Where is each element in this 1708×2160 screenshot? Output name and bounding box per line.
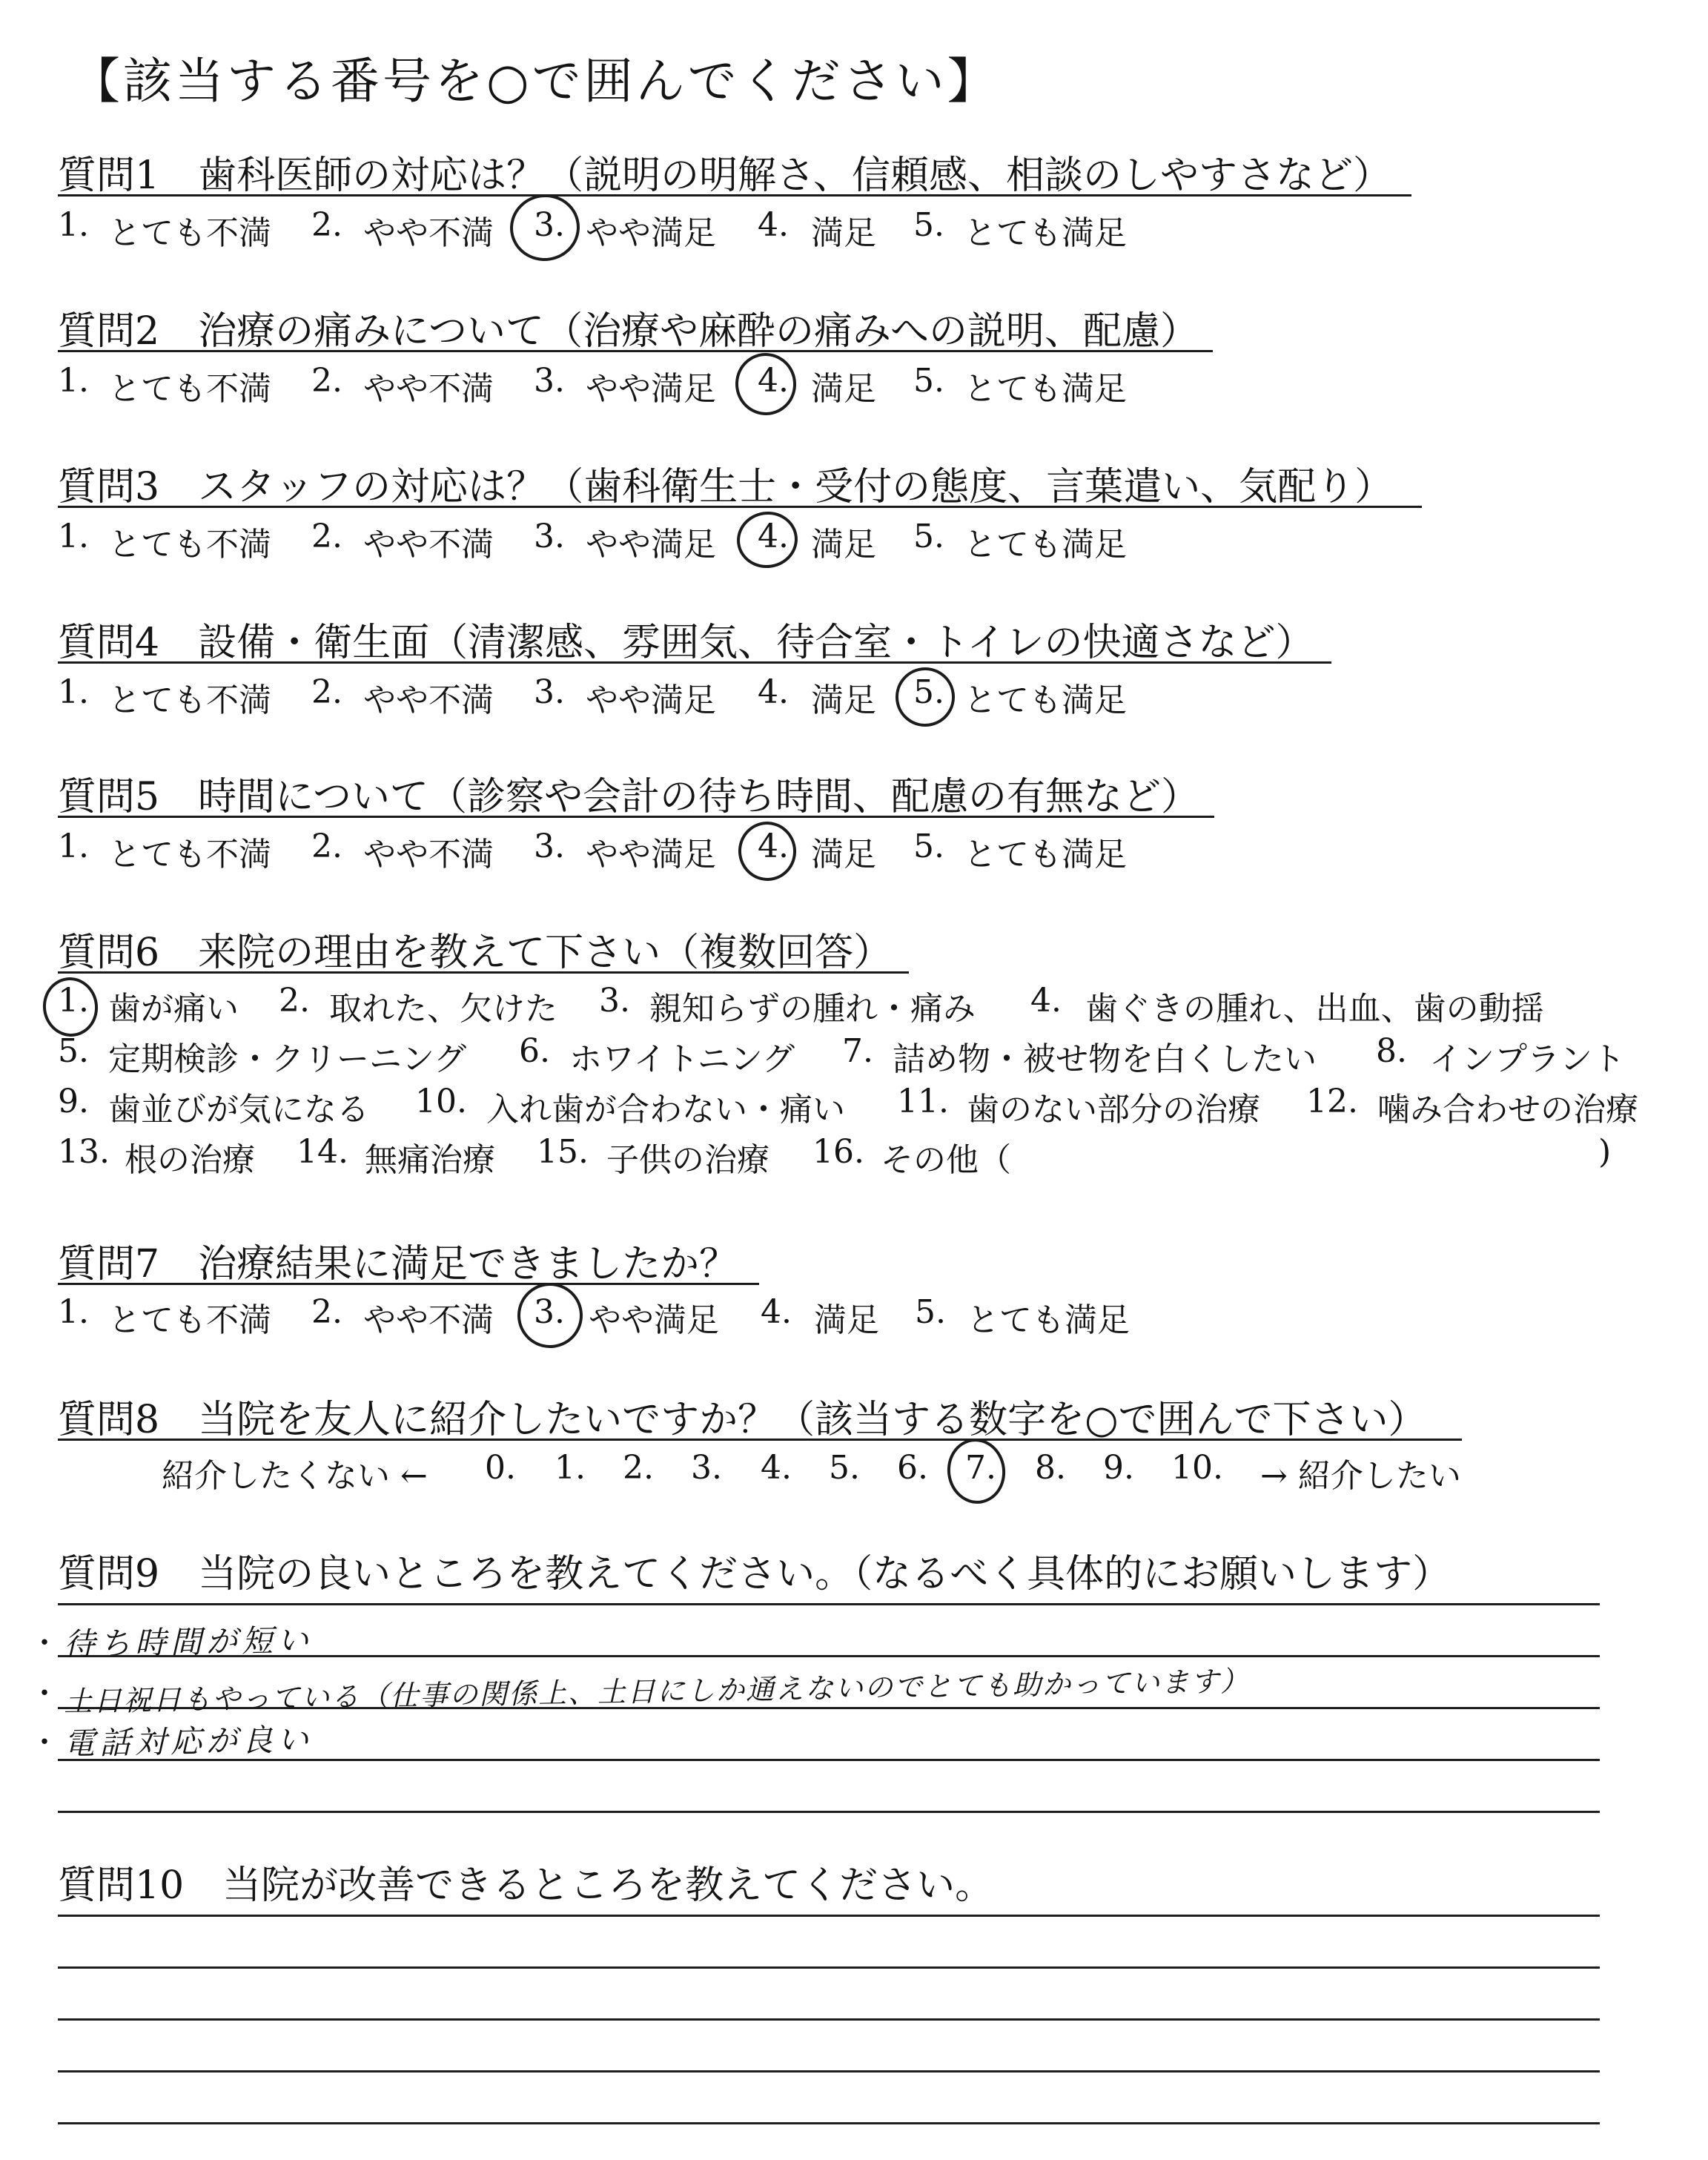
question-6-title: 質問6 来院の理由を教えて下さい（複数回答） xyxy=(58,931,893,975)
answer-bullet: ・ xyxy=(30,1677,59,1711)
q6-option-5-number[interactable]: 5. xyxy=(58,1032,89,1070)
q1-option-1-number[interactable]: 1. xyxy=(58,206,89,244)
q2-option-5-label[interactable]: とても満足 xyxy=(964,370,1127,408)
q6-option-3-label[interactable]: 親知らずの腫れ・痛み xyxy=(649,990,976,1028)
handwritten-answer-1: 待ち時間が短い xyxy=(63,1622,314,1662)
selection-circle xyxy=(513,1278,586,1352)
q3-option-1-label[interactable]: とても不満 xyxy=(108,526,271,564)
q1-option-1-label[interactable]: とても不満 xyxy=(108,214,271,252)
q1-option-2-label[interactable]: やや不満 xyxy=(363,214,494,252)
answer-line xyxy=(58,1603,1600,1605)
answer-line xyxy=(58,2018,1600,2021)
q6-option-3-number[interactable]: 3. xyxy=(599,982,630,1020)
q2-option-4-label[interactable]: 満足 xyxy=(811,370,876,408)
question-1-title: 質問1 歯科医師の対応は？（説明の明解さ、信頼感、相談のしやすさなど） xyxy=(58,153,1392,198)
q6-option-4-number[interactable]: 4. xyxy=(1030,982,1062,1020)
q3-option-4-number[interactable]: 4. xyxy=(758,518,789,555)
q7-option-2-label[interactable]: やや不満 xyxy=(363,1301,494,1339)
q2-option-1-number[interactable]: 1. xyxy=(58,362,89,400)
q4-option-2-label[interactable]: やや不満 xyxy=(363,681,494,719)
question-5-title: 質問5 時間について（診察や会計の待ち時間、配慮の有無など） xyxy=(58,775,1200,819)
question-5-rule xyxy=(58,816,1214,818)
q4-option-3-label[interactable]: やや満足 xyxy=(586,681,716,719)
q3-option-5-number[interactable]: 5. xyxy=(913,518,944,555)
selection-circle xyxy=(943,1435,1009,1507)
q2-option-5-number[interactable]: 5. xyxy=(913,362,944,400)
q4-option-3-number[interactable]: 3. xyxy=(534,673,565,711)
q2-option-4-number[interactable]: 4. xyxy=(758,362,789,400)
q5-option-3-label[interactable]: やや満足 xyxy=(586,836,716,873)
q4-option-2-number[interactable]: 2. xyxy=(311,673,342,711)
question-9-title: 質問9 当院の良いところを教えてください。（なるべく具体的にお願いします） xyxy=(58,1552,1452,1596)
question-3-title: 質問3 スタッフの対応は？（歯科衛生士・受付の態度、言葉遣い、気配り） xyxy=(58,465,1394,509)
q6-option-11-number[interactable]: 11. xyxy=(897,1083,949,1120)
scale-option-4[interactable]: 4. xyxy=(761,1449,792,1487)
q4-option-5-number[interactable]: 5. xyxy=(913,673,944,711)
q1-option-2-number[interactable]: 2. xyxy=(311,206,342,244)
q7-option-1-label[interactable]: とても不満 xyxy=(108,1301,271,1339)
q5-option-4-number[interactable]: 4. xyxy=(758,828,789,865)
q2-option-1-label[interactable]: とても不満 xyxy=(108,370,271,408)
q6-option-8-label[interactable]: インプラント xyxy=(1429,1040,1625,1078)
question-7-title: 質問7 治療結果に満足できましたか？ xyxy=(58,1242,738,1287)
question-8-rule xyxy=(58,1439,1462,1441)
q6-option-16-label[interactable]: その他（ xyxy=(881,1141,1011,1179)
scale-option-3[interactable]: 3. xyxy=(691,1449,722,1487)
q7-option-3-label[interactable]: やや満足 xyxy=(589,1301,719,1339)
question-8-title: 質問8 当院を友人に紹介したいですか？（該当する数字を○で囲んで下さい） xyxy=(58,1398,1427,1442)
scale-option-0[interactable]: 0. xyxy=(485,1449,516,1487)
q6-option-14-number[interactable]: 14. xyxy=(297,1133,348,1171)
scale-option-7[interactable]: 7. xyxy=(965,1449,996,1487)
q2-option-2-number[interactable]: 2. xyxy=(311,362,342,400)
answer-line xyxy=(58,1966,1600,1969)
q4-option-5-label[interactable]: とても満足 xyxy=(964,681,1127,719)
q6-option-14-label[interactable]: 無痛治療 xyxy=(365,1141,495,1179)
scale-option-1[interactable]: 1. xyxy=(555,1449,586,1487)
page-heading: 【該当する番号を○で囲んでください】 xyxy=(71,53,999,110)
q6-option-1-number[interactable]: 1. xyxy=(58,982,89,1020)
q3-option-2-number[interactable]: 2. xyxy=(311,518,342,555)
q2-option-3-number[interactable]: 3. xyxy=(534,362,565,400)
scale-left-label: 紹介したくない ← xyxy=(162,1457,428,1495)
q6-other-close-paren: ) xyxy=(1598,1133,1612,1171)
q3-option-2-label[interactable]: やや不満 xyxy=(363,526,494,564)
question-2-rule xyxy=(58,350,1213,352)
answer-bullet: ・ xyxy=(30,1725,59,1760)
selection-circle xyxy=(506,190,584,265)
question-4-title: 質問4 設備・衛生面（清潔感、雰囲気、待合室・トイレの快適さなど） xyxy=(58,621,1314,665)
q6-option-15-number[interactable]: 15. xyxy=(537,1133,589,1171)
scale-option-8[interactable]: 8. xyxy=(1035,1449,1066,1487)
question-1-rule xyxy=(58,194,1411,196)
scale-option-2[interactable]: 2. xyxy=(623,1449,654,1487)
q7-option-3-number[interactable]: 3. xyxy=(534,1293,565,1331)
q1-option-5-number[interactable]: 5. xyxy=(913,206,944,244)
q6-option-13-label[interactable]: 根の治療 xyxy=(125,1141,255,1179)
q3-option-3-label[interactable]: やや満足 xyxy=(586,526,716,564)
answer-line xyxy=(58,2070,1600,2073)
q5-option-5-number[interactable]: 5. xyxy=(913,828,944,865)
handwritten-answer-3: 電話対応が良い xyxy=(63,1721,314,1762)
q6-option-8-number[interactable]: 8. xyxy=(1376,1032,1407,1070)
q5-option-2-label[interactable]: やや不満 xyxy=(363,836,494,873)
scale-right-label: → 紹介したい xyxy=(1260,1457,1461,1495)
selection-circle xyxy=(733,508,801,572)
selection-circle xyxy=(735,818,800,885)
q7-option-2-number[interactable]: 2. xyxy=(311,1293,342,1331)
question-3-rule xyxy=(58,506,1422,508)
q5-option-2-number[interactable]: 2. xyxy=(311,828,342,865)
q6-option-15-label[interactable]: 子供の治療 xyxy=(606,1141,769,1179)
q6-option-1-label[interactable]: 歯が痛い xyxy=(108,990,239,1028)
q5-option-1-label[interactable]: とても不満 xyxy=(108,836,271,873)
q5-option-5-label[interactable]: とても満足 xyxy=(964,836,1127,873)
selection-circle xyxy=(892,664,959,730)
q4-option-1-label[interactable]: とても不満 xyxy=(108,681,271,719)
q5-option-1-number[interactable]: 1. xyxy=(58,828,89,865)
q4-option-1-number[interactable]: 1. xyxy=(58,673,89,711)
question-6-rule xyxy=(58,971,909,974)
q4-option-4-number[interactable]: 4. xyxy=(758,673,789,711)
q6-option-7-label[interactable]: 詰め物・被せ物を白くしたい xyxy=(893,1040,1317,1078)
q6-option-9-label[interactable]: 歯並びが気になる xyxy=(108,1091,369,1129)
q6-option-12-number[interactable]: 12. xyxy=(1306,1083,1358,1120)
q6-option-16-number[interactable]: 16. xyxy=(812,1133,864,1171)
selection-circle xyxy=(39,974,102,1040)
q3-option-4-label[interactable]: 満足 xyxy=(811,526,876,564)
q5-option-3-number[interactable]: 3. xyxy=(534,828,565,865)
handwritten-answer-2: 土日祝日もやっている（仕事の関係上、土日にしか通えないのでとても助かっています） xyxy=(63,1665,1251,1718)
q6-option-13-number[interactable]: 13. xyxy=(58,1133,110,1171)
q1-option-5-label[interactable]: とても満足 xyxy=(964,214,1127,252)
q1-option-3-label[interactable]: やや満足 xyxy=(586,214,716,252)
scale-option-5[interactable]: 5. xyxy=(829,1449,860,1487)
q3-option-5-label[interactable]: とても満足 xyxy=(964,526,1127,564)
q7-option-1-number[interactable]: 1. xyxy=(58,1293,89,1331)
q6-option-7-number[interactable]: 7. xyxy=(842,1032,873,1070)
q2-option-3-label[interactable]: やや満足 xyxy=(586,370,716,408)
q6-option-11-label[interactable]: 歯のない部分の治療 xyxy=(967,1091,1260,1129)
q2-option-2-label[interactable]: やや不満 xyxy=(363,370,494,408)
question-7-rule xyxy=(58,1283,759,1285)
answer-line xyxy=(58,1811,1600,1813)
q6-option-10-label[interactable]: 入れ歯が合わない・痛い xyxy=(486,1091,845,1129)
scale-option-6[interactable]: 6. xyxy=(897,1449,928,1487)
q6-option-9-number[interactable]: 9. xyxy=(58,1083,89,1120)
q6-option-2-label[interactable]: 取れた、欠けた xyxy=(329,990,557,1028)
q6-option-6-number[interactable]: 6. xyxy=(519,1032,550,1070)
q5-option-4-label[interactable]: 満足 xyxy=(811,836,876,873)
q6-option-5-label[interactable]: 定期検診・クリーニング xyxy=(108,1040,467,1078)
scale-option-9[interactable]: 9. xyxy=(1103,1449,1134,1487)
q7-option-4-label[interactable]: 満足 xyxy=(814,1301,879,1339)
answer-bullet: ・ xyxy=(30,1626,59,1660)
q3-option-1-number[interactable]: 1. xyxy=(58,518,89,555)
question-10-title: 質問10 当院が改善できるところを教えてください。 xyxy=(58,1863,994,1908)
q6-option-12-label[interactable]: 噛み合わせの治療 xyxy=(1377,1091,1638,1129)
q7-option-5-label[interactable]: とても満足 xyxy=(967,1301,1130,1339)
q1-option-4-label[interactable]: 満足 xyxy=(811,214,876,252)
question-4-rule xyxy=(58,661,1331,664)
q7-option-5-number[interactable]: 5. xyxy=(915,1293,946,1331)
q6-option-4-label[interactable]: 歯ぐきの腫れ、出血、歯の動揺 xyxy=(1085,990,1544,1028)
answer-line xyxy=(58,1915,1600,1917)
q6-option-10-number[interactable]: 10. xyxy=(415,1083,467,1120)
q1-option-4-number[interactable]: 4. xyxy=(758,206,789,244)
answer-line xyxy=(58,2122,1600,2124)
scale-option-10[interactable]: 10. xyxy=(1171,1449,1223,1487)
q3-option-3-number[interactable]: 3. xyxy=(534,518,565,555)
q4-option-4-label[interactable]: 満足 xyxy=(811,681,876,719)
q1-option-3-number[interactable]: 3. xyxy=(534,206,565,244)
selection-circle xyxy=(732,349,801,420)
q6-option-2-number[interactable]: 2. xyxy=(279,982,310,1020)
question-2-title: 質問2 治療の痛みについて（治療や麻酔の痛みへの説明、配慮） xyxy=(58,309,1199,354)
q6-option-6-label[interactable]: ホワイトニング xyxy=(569,1040,795,1078)
q7-option-4-number[interactable]: 4. xyxy=(761,1293,792,1331)
